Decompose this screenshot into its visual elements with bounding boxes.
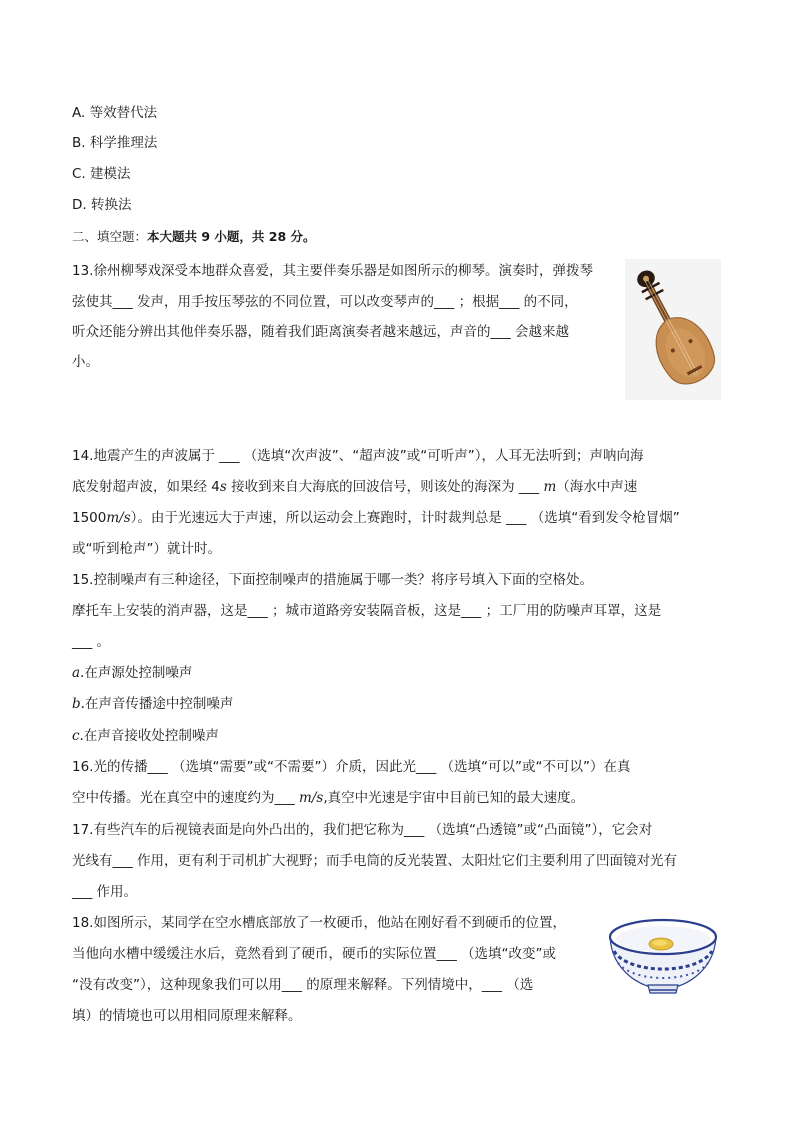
section-heading (72, 227, 316, 247)
q16-speed-unit: m/s (299, 790, 324, 806)
q15-option-c (72, 726, 219, 746)
q14-line-2-part-2: 接收到来自大海底的回波信号，则该处的海深为 ___ (226, 479, 544, 495)
q15-line-2: 摩托车上安装的消声器，这是___ ；城市道路旁安装隔音板，这是___ ；工厂用的防噪声耳罩，这是 (72, 603, 662, 619)
q15-option-c-text: 在声音接收处控制噪声 (83, 728, 219, 744)
section-heading-detail: 本大题共 9 小题，共 28 分。 (147, 229, 316, 244)
q13-line-3: 听众还能分辨出其他伴奏乐器，随着我们距离演奏者越来越远，声音的___ 会越来越 (72, 324, 570, 340)
q14-line-4: 或“听到枪声”）就计时。 (72, 541, 221, 557)
q15-option-b-letter: b. (72, 696, 85, 712)
q15-line-3: ___ 。 (72, 634, 111, 650)
q14-unit-meters: m (543, 479, 557, 495)
q14-line-2 (72, 477, 637, 497)
q14-line-3 (72, 508, 680, 528)
q14-line-1: 14.地震产生的声波属于 ___ （选填“次声波”、“超声波”或“可听声”），人耳无法听到；声呐向海 (72, 448, 644, 464)
q15-option-a-text: 在声源处控制噪声 (84, 665, 193, 681)
liuqin-image (625, 259, 721, 400)
q18-line-2: 当他向水槽中缓缓注水后，竟然看到了硬币，硬币的实际位置___ （选填“改变”或 (72, 946, 557, 962)
q13-line-1: 13.徐州柳琴戏深受本地群众喜爱，其主要伴奏乐器是如图所示的柳琴。演奏时，弹拨琴 (72, 263, 593, 279)
q18-line-3: “没有改变”），这种现象我们可以用___ 的原理来解释。下列情境中，___ （选 (72, 977, 534, 993)
q13-line-2: 弦使其___ 发声，用手按压琴弦的不同位置，可以改变琴声的___ ；根据___ 的不同， (72, 294, 578, 310)
bowl-with-coin-image (604, 913, 722, 995)
q18-line-4: 填）的情境也可以用相同原理来解释。 (72, 1008, 302, 1024)
option-a: A. 等效替代法 (72, 105, 158, 121)
option-c: C. 建模法 (72, 166, 131, 182)
q14-line-2-part-3: （海水中声速 (556, 479, 638, 495)
q14-speed-unit: m/s (106, 510, 131, 526)
option-b: B. 科学推理法 (72, 135, 158, 151)
section-heading-prefix: 二、填空题： (72, 229, 148, 244)
q16-line-1: 16.光的传播___ （选填“需要”或“不需要”）介质，因此光___ （选填“可以”或“不可以”）在真 (72, 759, 631, 775)
q17-line-1: 17.有些汽车的后视镜表面是向外凸出的，我们把它称为___ （选填“凸透镜”或“凸面镜”），它会对 (72, 822, 653, 838)
q14-line-3-rest: ）。由于光速远大于声速，所以运动会上赛跑时，计时裁判总是 ___ （选填“看到发令枪冒烟” (130, 510, 680, 526)
q14-unit-seconds: s (219, 479, 227, 495)
q16-line-2-part-2: ,真空中光速是宇宙中目前已知的最大速度。 (323, 790, 585, 806)
q16-line-2-part-1: 空中传播。光在真空中的速度约为___ (72, 790, 300, 806)
q14-line-2-part-1: 底发射超声波，如果经 4 (72, 479, 220, 495)
q15-option-b-text: 在声音传播途中控制噪声 (84, 696, 234, 712)
q17-line-2: 光线有___ 作用，更有利于司机扩大视野；而手电筒的反光装置、太阳灶它们主要利用了凹面镜对光有 (72, 853, 678, 869)
q18-line-1: 18.如图所示，某同学在空水槽底部放了一枚硬币，他站在刚好看不到硬币的位置， (72, 915, 566, 931)
q15-option-a (72, 663, 192, 683)
q15-line-1: 15.控制噪声有三种途径，下面控制噪声的措施属于哪一类？将序号填入下面的空格处。 (72, 572, 593, 588)
option-d: D. 转换法 (72, 197, 132, 213)
q15-option-a-letter: a. (72, 665, 85, 681)
q13-line-4: 小。 (72, 354, 99, 370)
q14-speed-value: 1500 (72, 510, 107, 526)
q15-option-b (72, 694, 233, 714)
q16-line-2 (72, 788, 584, 808)
q15-option-c-letter: c. (72, 728, 84, 744)
q17-line-3: ___ 作用。 (72, 884, 138, 900)
